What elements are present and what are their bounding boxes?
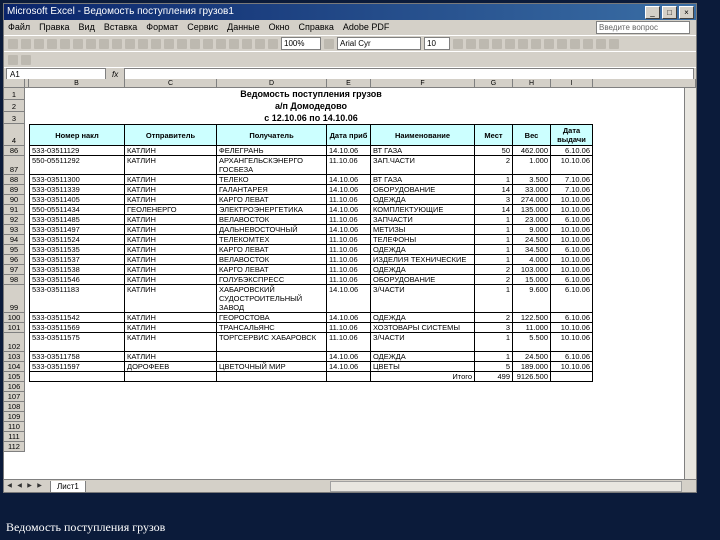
row-header[interactable]: 2 — [4, 100, 25, 112]
table-cell[interactable]: 533-03511569 — [29, 323, 125, 333]
redo-icon[interactable] — [190, 39, 200, 49]
drawing-icon[interactable] — [268, 39, 278, 49]
menu-edit[interactable]: Правка — [39, 22, 70, 32]
table-cell[interactable]: 1 — [475, 175, 513, 185]
row-header[interactable]: 93 — [4, 225, 25, 235]
table-cell[interactable]: 10.10.06 — [551, 362, 593, 372]
row-header[interactable]: 91 — [4, 205, 25, 215]
new-icon[interactable] — [8, 39, 18, 49]
table-cell[interactable]: 10.10.06 — [551, 323, 593, 333]
table-cell[interactable] — [125, 372, 217, 382]
table-cell[interactable]: КАТЛИН — [125, 285, 217, 313]
table-cell[interactable]: 533-03511597 — [29, 362, 125, 372]
table-cell[interactable]: 533-03511546 — [29, 275, 125, 285]
table-cell[interactable]: 533-03511405 — [29, 195, 125, 205]
row-header[interactable]: 87 — [4, 156, 25, 175]
table-cell[interactable]: ЦВЕТЫ — [371, 362, 475, 372]
table-cell[interactable]: 10.10.06 — [551, 235, 593, 245]
table-cell[interactable]: 14.10.06 — [327, 362, 371, 372]
menu-insert[interactable]: Вставка — [103, 22, 138, 32]
open-icon[interactable] — [21, 39, 31, 49]
merge-icon[interactable] — [531, 39, 541, 49]
table-cell[interactable]: 11.10.06 — [327, 275, 371, 285]
menu-bar — [4, 20, 696, 35]
row-header[interactable]: 88 — [4, 175, 25, 185]
table-cell[interactable]: 2 — [475, 275, 513, 285]
table-cell[interactable]: ВТ ГАЗА — [371, 146, 475, 156]
table-cell[interactable]: КОМПЛЕКТУЮЩИЕ — [371, 205, 475, 215]
table-cell[interactable]: 2 — [475, 313, 513, 323]
table-cell[interactable]: ЭЛЕКТРОЭНЕРГЕТИКА — [217, 205, 327, 215]
table-cell[interactable]: 24.500 — [513, 235, 551, 245]
underline-icon[interactable] — [479, 39, 489, 49]
table-cell[interactable]: З/ЧАСТИ — [371, 285, 475, 313]
table-cell[interactable]: 10.10.06 — [551, 333, 593, 352]
table-cell[interactable]: ГЕОЛЕНЕРГО — [125, 205, 217, 215]
table-cell[interactable]: ФЕЛЕГРАНЬ — [217, 146, 327, 156]
select-all-corner[interactable] — [4, 79, 25, 88]
format-painter-icon[interactable] — [164, 39, 174, 49]
table-cell[interactable] — [551, 372, 593, 382]
row-header[interactable]: 100 — [4, 313, 25, 323]
column-title-cell[interactable]: Вес — [513, 124, 551, 146]
table-cell[interactable]: 6.10.06 — [551, 285, 593, 313]
table-cell[interactable]: 135.000 — [513, 205, 551, 215]
row-header[interactable]: 92 — [4, 215, 25, 225]
table-cell[interactable]: ИЗДЕЛИЯ ТЕХНИЧЕСКИЕ — [371, 255, 475, 265]
table-cell[interactable]: 14 — [475, 185, 513, 195]
table-cell[interactable]: 3 — [475, 195, 513, 205]
font-select[interactable]: Arial Cyr — [337, 37, 421, 50]
menu-tools[interactable]: Сервис — [187, 22, 219, 32]
table-cell[interactable]: 1 — [475, 285, 513, 313]
pdf-email-icon[interactable] — [21, 55, 31, 65]
table-cell[interactable]: 10.10.06 — [551, 255, 593, 265]
column-title-cell[interactable]: Получатель — [217, 124, 327, 146]
email-icon[interactable] — [60, 39, 70, 49]
table-cell[interactable]: ГОЛУБЭКСПРЕСС — [217, 275, 327, 285]
menu-format[interactable]: Формат — [146, 22, 179, 32]
table-cell[interactable]: 11.000 — [513, 323, 551, 333]
table-cell[interactable]: ЦВЕТОЧНЫЙ МИР — [217, 362, 327, 372]
save-icon[interactable] — [34, 39, 44, 49]
menu-view[interactable]: Вид — [78, 22, 95, 32]
currency-icon[interactable] — [544, 39, 554, 49]
table-cell[interactable]: КАРГО ЛЕВАТ — [217, 245, 327, 255]
row-header[interactable]: 108 — [4, 402, 25, 412]
total-places[interactable]: 499 — [475, 372, 513, 382]
horizontal-scrollbar[interactable] — [330, 481, 682, 492]
table-cell[interactable]: 24.500 — [513, 352, 551, 362]
column-header[interactable]: H — [513, 79, 551, 88]
pdf-convert-icon[interactable] — [8, 55, 18, 65]
copy-icon[interactable] — [138, 39, 148, 49]
comma-icon[interactable] — [570, 39, 580, 49]
table-cell[interactable]: 533-03511129 — [29, 146, 125, 156]
table-cell[interactable]: 9.000 — [513, 225, 551, 235]
report-title-line[interactable]: Ведомость поступления грузов — [240, 89, 382, 99]
last-sheet-icon[interactable]: ▶ — [37, 483, 42, 489]
table-cell[interactable]: 533-03511339 — [29, 185, 125, 195]
table-cell[interactable]: 10.10.06 — [551, 265, 593, 275]
table-cell[interactable]: КАТЛИН — [125, 245, 217, 255]
row-header[interactable]: 111 — [4, 432, 25, 442]
column-header[interactable]: C — [125, 79, 217, 88]
table-cell[interactable]: 550-05511292 — [29, 156, 125, 175]
table-cell[interactable]: ТЕЛЕКО — [217, 175, 327, 185]
table-cell[interactable]: КАТЛИН — [125, 352, 217, 362]
align-center-icon[interactable] — [505, 39, 515, 49]
table-cell[interactable]: 6.10.06 — [551, 275, 593, 285]
worksheet[interactable] — [4, 79, 696, 479]
table-cell[interactable]: ОБОРУДОВАНИЕ — [371, 185, 475, 195]
column-header[interactable]: F — [371, 79, 475, 88]
column-header[interactable]: D — [217, 79, 327, 88]
table-cell[interactable]: КАРГО ЛЕВАТ — [217, 265, 327, 275]
table-cell[interactable]: ТОРГСЕРВИС ХАБАРОВСК — [217, 333, 327, 352]
borders-icon[interactable] — [583, 39, 593, 49]
table-cell[interactable]: 533-03511524 — [29, 235, 125, 245]
paste-icon[interactable] — [151, 39, 161, 49]
column-headers — [4, 79, 696, 88]
table-cell[interactable]: 14.10.06 — [327, 225, 371, 235]
row-header[interactable]: 95 — [4, 245, 25, 255]
zoom-select[interactable]: 100% — [281, 37, 321, 50]
print-icon[interactable] — [73, 39, 83, 49]
row-header[interactable]: 3 — [4, 112, 25, 124]
table-cell[interactable]: 7.10.06 — [551, 185, 593, 195]
sort-asc-icon[interactable] — [229, 39, 239, 49]
table-cell[interactable]: ТЕЛЕФОНЫ — [371, 235, 475, 245]
menu-window[interactable]: Окно — [268, 22, 290, 32]
table-cell[interactable]: ТРАНСАЛЬЯНС — [217, 323, 327, 333]
table-cell[interactable]: 5.500 — [513, 333, 551, 352]
hyperlink-icon[interactable] — [203, 39, 213, 49]
table-cell[interactable]: 33.000 — [513, 185, 551, 195]
column-header[interactable]: E — [327, 79, 371, 88]
total-label[interactable]: Итого — [371, 372, 475, 382]
table-cell[interactable] — [217, 352, 327, 362]
table-cell[interactable]: ВЕЛАВОСТОК — [217, 215, 327, 225]
table-cell[interactable]: 23.000 — [513, 215, 551, 225]
autosum-icon[interactable] — [216, 39, 226, 49]
row-header[interactable]: 103 — [4, 352, 25, 362]
table-cell[interactable]: КАРГО ЛЕВАТ — [217, 195, 327, 205]
table-cell[interactable]: КАТЛИН — [125, 225, 217, 235]
close-button[interactable]: × — [679, 6, 694, 19]
next-sheet-icon[interactable]: ▶ — [27, 483, 32, 489]
table-cell[interactable]: 1 — [475, 352, 513, 362]
table-cell[interactable]: КАТЛИН — [125, 185, 217, 195]
table-cell[interactable]: 11.10.06 — [327, 156, 371, 175]
slide-caption: Ведомость поступления грузов — [6, 520, 166, 534]
table-cell[interactable]: 533-03511300 — [29, 175, 125, 185]
table-cell[interactable]: 34.500 — [513, 245, 551, 255]
table-cell[interactable]: 11.10.06 — [327, 333, 371, 352]
row-header[interactable]: 97 — [4, 265, 25, 275]
table-cell[interactable]: 533-03511758 — [29, 352, 125, 362]
table-cell[interactable] — [217, 372, 327, 382]
table-cell[interactable]: ОДЕЖДА — [371, 195, 475, 205]
menu-file[interactable]: Файл — [8, 22, 31, 32]
italic-icon[interactable] — [466, 39, 476, 49]
row-header[interactable]: 101 — [4, 323, 25, 333]
table-cell[interactable]: 274.000 — [513, 195, 551, 205]
table-cell[interactable]: ГЕОРОСТОВА — [217, 313, 327, 323]
preview-icon[interactable] — [86, 39, 96, 49]
prev-sheet-icon[interactable]: ◀ — [17, 483, 22, 489]
table-cell[interactable]: ДАЛЬНЕВОСТОЧНЫЙ — [217, 225, 327, 235]
table-cell[interactable]: 2 — [475, 156, 513, 175]
sort-desc-icon[interactable] — [242, 39, 252, 49]
table-cell[interactable]: 5 — [475, 362, 513, 372]
table-cell[interactable]: КАТЛИН — [125, 146, 217, 156]
table-cell[interactable]: 10.10.06 — [551, 205, 593, 215]
row-header[interactable]: 109 — [4, 412, 25, 422]
maximize-button[interactable]: □ — [662, 6, 677, 19]
table-cell[interactable]: 7.10.06 — [551, 175, 593, 185]
menu-help[interactable]: Справка — [298, 22, 334, 32]
table-cell[interactable]: 14.10.06 — [327, 146, 371, 156]
table-cell[interactable]: 14.10.06 — [327, 285, 371, 313]
table-cell[interactable]: 533-03511538 — [29, 265, 125, 275]
table-cell[interactable]: 6.10.06 — [551, 146, 593, 156]
row-header[interactable]: 112 — [4, 442, 25, 452]
table-cell[interactable]: 189.000 — [513, 362, 551, 372]
table-cell[interactable]: ОДЕЖДА — [371, 245, 475, 255]
table-cell[interactable]: 550-05511434 — [29, 205, 125, 215]
table-cell[interactable]: 1.000 — [513, 156, 551, 175]
total-weight[interactable]: 9126.500 — [513, 372, 551, 382]
fill-color-icon[interactable] — [596, 39, 606, 49]
chart-wizard-icon[interactable] — [255, 39, 265, 49]
row-header[interactable]: 99 — [4, 285, 25, 313]
table-cell[interactable]: 50 — [475, 146, 513, 156]
row-header[interactable]: 86 — [4, 146, 25, 156]
table-cell[interactable]: ГАЛАНТАРЕЯ — [217, 185, 327, 195]
table-cell[interactable]: 1 — [475, 235, 513, 245]
row-header[interactable]: 105 — [4, 372, 25, 382]
undo-icon[interactable] — [177, 39, 187, 49]
table-cell[interactable]: 533-03511542 — [29, 313, 125, 323]
table-cell[interactable]: 2 — [475, 265, 513, 275]
table-cell[interactable]: 1 — [475, 255, 513, 265]
table-cell[interactable]: 6.10.06 — [551, 313, 593, 323]
table-cell[interactable]: 3 — [475, 323, 513, 333]
first-sheet-icon[interactable]: ◀ — [7, 483, 12, 489]
table-cell[interactable]: КАТЛИН — [125, 275, 217, 285]
table-cell[interactable]: 103.000 — [513, 265, 551, 275]
table-cell[interactable]: 14.10.06 — [327, 352, 371, 362]
table-cell[interactable]: 3.500 — [513, 175, 551, 185]
table-cell[interactable]: 533-03511537 — [29, 255, 125, 265]
menu-data[interactable]: Данные — [227, 22, 260, 32]
table-cell[interactable]: ВЕЛАВОСТОК — [217, 255, 327, 265]
table-cell[interactable]: 533-03511535 — [29, 245, 125, 255]
table-cell[interactable]: 9.600 — [513, 285, 551, 313]
bold-icon[interactable] — [453, 39, 463, 49]
table-cell[interactable]: КАТЛИН — [125, 235, 217, 245]
table-cell[interactable]: ХОЗТОВАРЫ СИСТЕМЫ — [371, 323, 475, 333]
spelling-icon[interactable] — [99, 39, 109, 49]
row-header[interactable]: 96 — [4, 255, 25, 265]
column-header[interactable]: G — [475, 79, 513, 88]
row-header[interactable]: 1 — [4, 88, 25, 100]
row-header[interactable]: 110 — [4, 422, 25, 432]
column-header[interactable] — [593, 79, 696, 88]
align-left-icon[interactable] — [492, 39, 502, 49]
table-cell[interactable]: 533-03511183 — [29, 285, 125, 313]
table-cell[interactable]: 1 — [475, 245, 513, 255]
row-header[interactable]: 106 — [4, 382, 25, 392]
table-cell[interactable]: ОДЕЖДА — [371, 352, 475, 362]
window-title: Microsoft Excel - Ведомость поступления грузов1 — [7, 6, 234, 17]
row-header[interactable]: 90 — [4, 195, 25, 205]
column-header[interactable]: I — [551, 79, 593, 88]
pdf-toolbar — [4, 51, 696, 67]
row-header[interactable]: 102 — [4, 333, 25, 352]
table-cell[interactable]: З/ЧАСТИ — [371, 333, 475, 352]
vertical-scrollbar[interactable] — [684, 88, 696, 479]
ask-question-input[interactable]: Введите вопрос — [596, 21, 690, 34]
table-cell[interactable]: 4.000 — [513, 255, 551, 265]
menu-adobe-pdf[interactable]: Adobe PDF — [342, 22, 390, 32]
row-header[interactable]: 104 — [4, 362, 25, 372]
table-cell[interactable]: 10.10.06 — [551, 225, 593, 235]
table-cell[interactable]: КАТЛИН — [125, 175, 217, 185]
table-cell[interactable]: КАТЛИН — [125, 156, 217, 175]
report-title-line[interactable]: с 12.10.06 по 14.10.06 — [264, 113, 358, 123]
table-cell[interactable]: 15.000 — [513, 275, 551, 285]
table-cell[interactable]: 11.10.06 — [327, 323, 371, 333]
minimize-button[interactable]: _ — [645, 6, 660, 19]
table-cell[interactable]: 1 — [475, 225, 513, 235]
table-cell[interactable]: 14 — [475, 205, 513, 215]
table-cell[interactable]: 11.10.06 — [327, 195, 371, 205]
table-cell[interactable]: КАТЛИН — [125, 195, 217, 205]
table-cell[interactable]: КАТЛИН — [125, 265, 217, 275]
table-cell[interactable]: 6.10.06 — [551, 352, 593, 362]
font-color-icon[interactable] — [609, 39, 619, 49]
table-cell[interactable]: 14.10.06 — [327, 313, 371, 323]
sheet-tab[interactable]: Лист1 — [50, 481, 86, 493]
table-cell[interactable]: 11.10.06 — [327, 255, 371, 265]
table-cell[interactable]: ХАБАРОВСКИЙ СУДОСТРОИТЕЛЬНЫЙ ЗАВОД — [217, 285, 327, 313]
table-cell[interactable]: ЗАП.ЧАСТИ — [371, 156, 475, 175]
standard-toolbar — [4, 35, 696, 51]
table-cell[interactable]: ВТ ГАЗА — [371, 175, 475, 185]
table-cell[interactable]: МЕТИЗЫ — [371, 225, 475, 235]
table-cell[interactable]: КАТЛИН — [125, 323, 217, 333]
row-header[interactable]: 89 — [4, 185, 25, 195]
table-cell[interactable]: 533-03511485 — [29, 215, 125, 225]
cut-icon[interactable] — [125, 39, 135, 49]
row-header[interactable]: 4 — [4, 124, 25, 146]
table-cell[interactable]: 462.000 — [513, 146, 551, 156]
column-title-cell[interactable]: Наименование — [371, 124, 475, 146]
table-cell[interactable]: 10.10.06 — [551, 156, 593, 175]
fx-icon[interactable]: fx — [112, 70, 119, 79]
table-cell[interactable]: КАТЛИН — [125, 215, 217, 225]
column-title-cell[interactable]: Номер накл — [29, 124, 125, 146]
report-title-line[interactable]: а/п Домодедово — [274, 101, 348, 111]
table-cell[interactable]: 14.10.06 — [327, 175, 371, 185]
table-cell[interactable]: 11.10.06 — [327, 265, 371, 275]
table-cell[interactable]: 6.10.06 — [551, 215, 593, 225]
table-cell[interactable]: КАТЛИН — [125, 255, 217, 265]
table-cell[interactable] — [29, 372, 125, 382]
sheet-tab-bar — [4, 479, 696, 493]
align-right-icon[interactable] — [518, 39, 528, 49]
table-cell[interactable]: 122.500 — [513, 313, 551, 323]
table-cell[interactable]: 14.10.06 — [327, 185, 371, 195]
table-cell[interactable]: 1 — [475, 333, 513, 352]
research-icon[interactable] — [112, 39, 122, 49]
table-cell[interactable]: АРХАНГЕЛЬСКЭНЕРГО ГОСБЕЗА — [217, 156, 327, 175]
excel-window — [3, 3, 697, 493]
table-cell[interactable]: КАТЛИН — [125, 333, 217, 352]
table-cell[interactable]: ДОРОФЕЕВ — [125, 362, 217, 372]
table-cell[interactable]: 14.10.06 — [327, 205, 371, 215]
help-icon[interactable] — [324, 39, 334, 49]
column-title-cell[interactable]: Дата приб — [327, 124, 371, 146]
title-bar — [4, 4, 696, 20]
row-header[interactable]: 107 — [4, 392, 25, 402]
table-cell[interactable]: ОДЕЖДА — [371, 265, 475, 275]
table-cell[interactable]: 1 — [475, 215, 513, 225]
font-size-select[interactable]: 10 — [424, 37, 450, 50]
column-title-cell[interactable]: Отправитель — [125, 124, 217, 146]
table-cell[interactable]: 11.10.06 — [327, 215, 371, 225]
table-cell[interactable]: ОДЕЖДА — [371, 313, 475, 323]
table-cell[interactable]: ТЕЛЕКОМТЕХ — [217, 235, 327, 245]
percent-icon[interactable] — [557, 39, 567, 49]
table-cell[interactable]: 10.10.06 — [551, 195, 593, 205]
table-cell[interactable]: КАТЛИН — [125, 313, 217, 323]
table-cell[interactable]: 11.10.06 — [327, 235, 371, 245]
table-cell[interactable] — [327, 372, 371, 382]
name-box[interactable]: A1 — [6, 68, 106, 81]
row-header[interactable]: 94 — [4, 235, 25, 245]
table-cell[interactable]: ОБОРУДОВАНИЕ — [371, 275, 475, 285]
column-title-cell[interactable]: Дата выдачи — [551, 124, 593, 146]
permission-icon[interactable] — [47, 39, 57, 49]
table-cell[interactable]: 533-03511575 — [29, 333, 125, 352]
column-title-cell[interactable]: Мест — [475, 124, 513, 146]
table-cell[interactable]: ЗАПЧАСТИ — [371, 215, 475, 225]
table-cell[interactable]: 11.10.06 — [327, 245, 371, 255]
column-header[interactable]: B — [29, 79, 125, 88]
row-header[interactable]: 98 — [4, 275, 25, 285]
table-cell[interactable]: 533-03511497 — [29, 225, 125, 235]
table-cell[interactable]: 6.10.06 — [551, 245, 593, 255]
